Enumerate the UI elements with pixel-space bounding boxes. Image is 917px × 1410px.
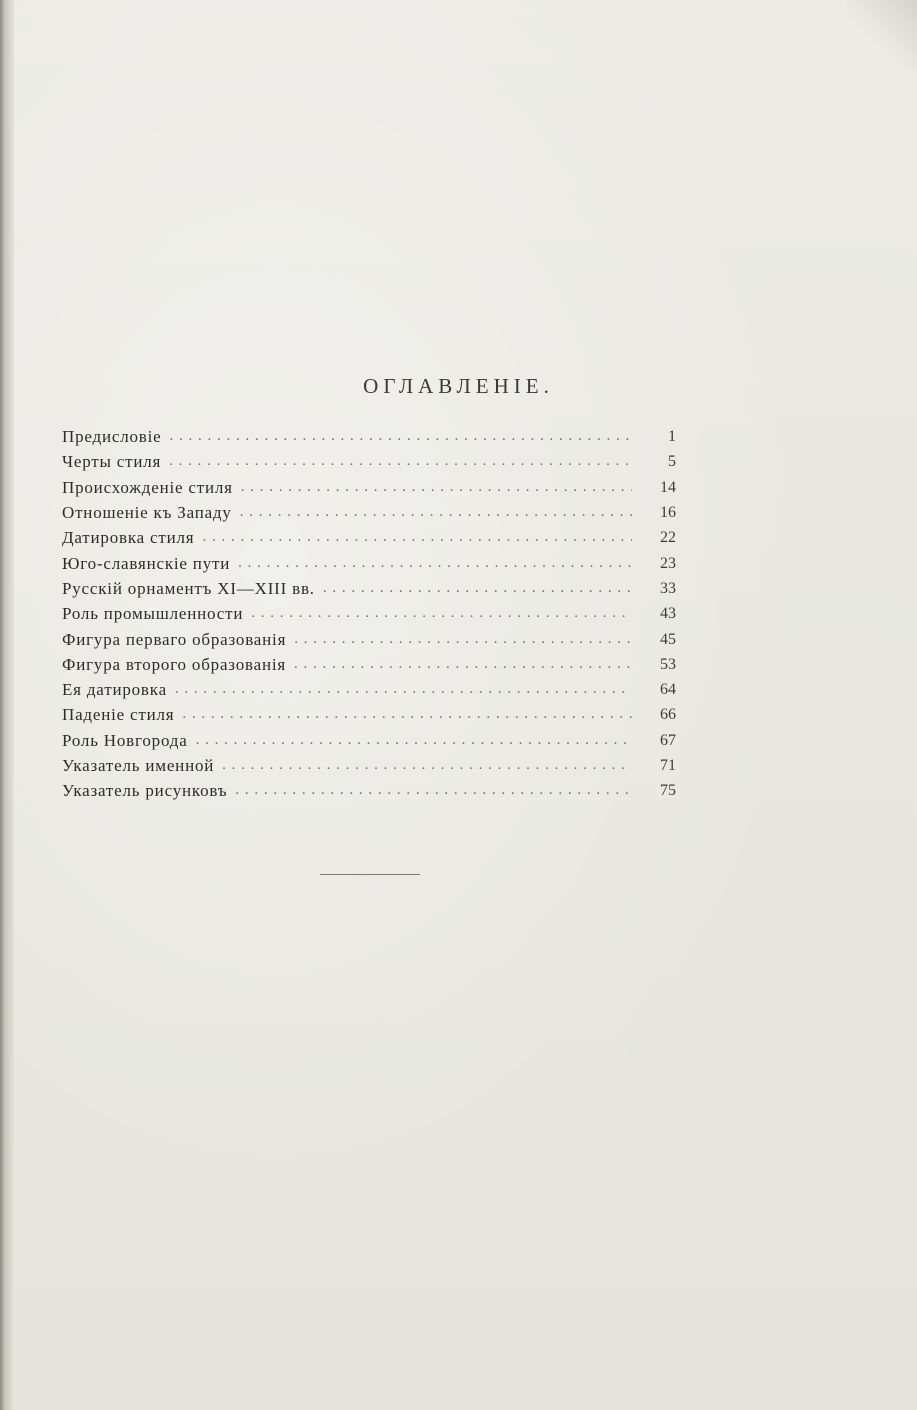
toc-entry-page: 53 <box>660 655 676 673</box>
toc-leader-dots <box>240 500 632 525</box>
toc-entry <box>62 778 676 803</box>
page-title: ОГЛАВЛЕНІЕ. <box>363 374 554 398</box>
toc-entry <box>62 424 676 449</box>
toc-entry-label: Черты стиля <box>62 452 162 472</box>
toc-leader-dots <box>294 627 632 652</box>
toc-entry-label: Указатель именной <box>62 756 215 775</box>
page-binding-edge <box>0 0 14 1410</box>
toc-leader-dots <box>182 702 632 727</box>
toc-entry-label: Отношеніе къ Западу <box>62 503 232 523</box>
toc-leader-dots <box>196 728 632 753</box>
toc-entry-label: Роль промышленности <box>62 604 244 624</box>
toc-entry <box>62 475 676 500</box>
toc-entry <box>62 500 676 525</box>
toc-entry-page: 71 <box>660 757 676 774</box>
toc-entry <box>62 728 676 753</box>
toc-entry-page: 1 <box>668 428 676 446</box>
toc-entry <box>62 601 676 626</box>
toc-entry <box>62 753 676 778</box>
toc-entry <box>62 449 676 474</box>
toc-entry-label: Фигура второго образованія <box>62 654 287 674</box>
toc-entry-label: Предисловіе <box>62 427 162 447</box>
toc-entry <box>62 652 676 677</box>
toc-entry-page: 33 <box>660 579 676 597</box>
toc-leader-dots <box>294 652 632 677</box>
toc-leader-dots <box>222 753 632 778</box>
toc-entry <box>62 525 676 550</box>
toc-leader-dots <box>241 475 632 500</box>
toc-entry-page: 22 <box>660 529 676 547</box>
toc-entry-page: 5 <box>668 453 676 471</box>
toc-leader-dots <box>175 677 632 702</box>
toc-entry-label: Происхожденіе стиля <box>62 477 233 497</box>
toc-entry <box>62 550 676 575</box>
toc-entry <box>62 626 676 651</box>
toc-leader-dots <box>235 778 632 803</box>
toc-leader-dots <box>251 601 632 626</box>
toc-entry-page: 14 <box>660 478 676 496</box>
toc-entry-page: 66 <box>660 706 676 724</box>
toc-entry-page: 64 <box>660 681 676 699</box>
toc-entry-page: 23 <box>660 554 676 572</box>
toc-entry-label: Русскій орнаментъ XI—XIII вв. <box>62 578 315 598</box>
toc-entry <box>62 576 676 601</box>
toc-entry-label: Фигура перваго образованія <box>62 629 287 649</box>
toc-entry-label: Юго-славянскіе пути <box>62 553 231 573</box>
closing-rule-divider <box>320 874 420 875</box>
toc-entry-page: 75 <box>660 782 676 800</box>
toc-entry-page: 16 <box>660 504 676 522</box>
toc-leader-dots <box>202 525 632 550</box>
toc-leader-dots <box>238 551 632 576</box>
toc-entry-label: Указатель рисунковъ <box>62 781 228 801</box>
page-corner-shadow <box>847 0 917 70</box>
toc-entry-label: Паденіе стиля <box>62 705 175 725</box>
toc-entry-label: Роль Новгорода <box>62 730 188 750</box>
toc-entry-label: Ея датировка <box>62 680 167 700</box>
toc-entry <box>62 702 676 727</box>
toc-entry-page: 67 <box>660 731 676 749</box>
toc-entry-page: 43 <box>660 605 676 623</box>
toc-entry <box>62 677 676 702</box>
table-of-contents <box>62 424 676 803</box>
toc-leader-dots <box>323 576 632 601</box>
toc-entry-label: Датировка стиля <box>62 528 195 548</box>
toc-leader-dots <box>169 449 632 474</box>
toc-entry-page: 45 <box>660 630 676 648</box>
toc-leader-dots <box>169 424 632 449</box>
